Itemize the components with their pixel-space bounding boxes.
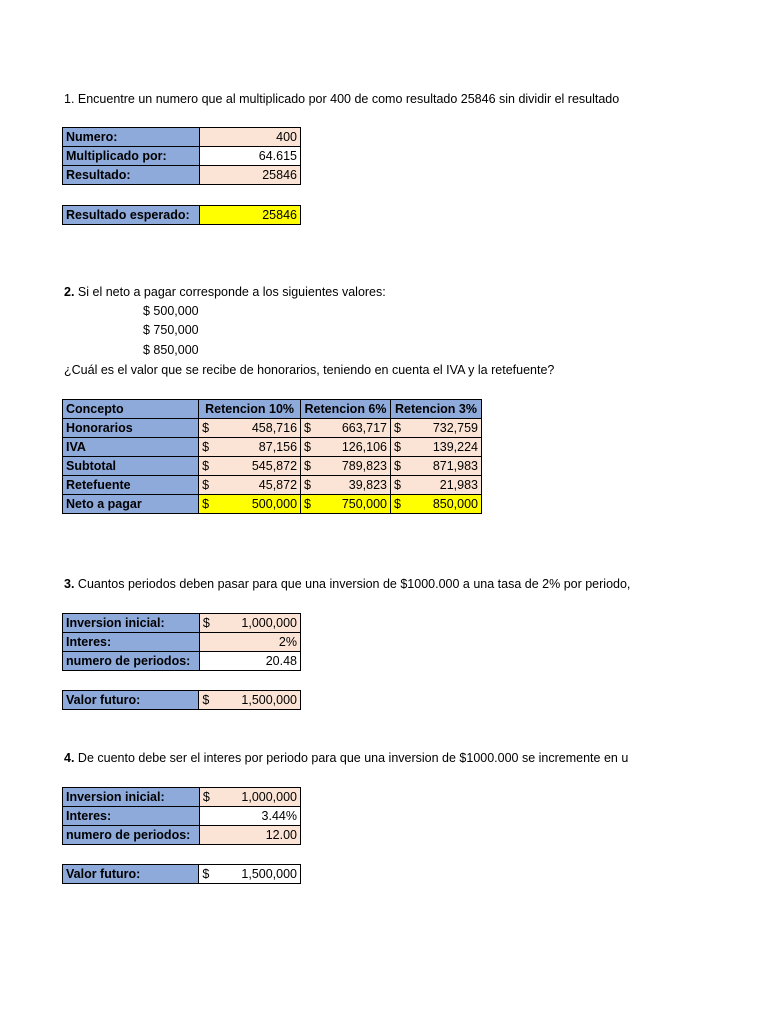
q3-future-table — [62, 690, 301, 710]
table-row — [63, 865, 301, 884]
question-2-number: 2. — [64, 285, 75, 299]
q2-cell[interactable] — [391, 495, 482, 514]
q4-value-futuro[interactable] — [199, 865, 301, 884]
table-header-row — [63, 400, 482, 419]
currency-sign: $ — [202, 497, 210, 511]
cell-value: 1,000,000 — [241, 790, 297, 804]
currency-sign: $ — [202, 867, 210, 881]
q2-header-ret10[interactable]: Retencion 10% — [199, 400, 301, 419]
cell-value: 139,224 — [432, 440, 478, 454]
q2-cell[interactable] — [199, 495, 301, 514]
q1-label-expected[interactable]: Resultado esperado: — [63, 206, 200, 225]
table-row — [63, 438, 482, 457]
q2-cell[interactable] — [301, 495, 391, 514]
currency-sign: $ — [394, 421, 401, 435]
cell-value: 663,717 — [341, 421, 387, 435]
q2-header-concepto[interactable]: Concepto — [63, 400, 199, 419]
table-row — [63, 495, 482, 514]
q2-header-ret6[interactable]: Retencion 6% — [301, 400, 391, 419]
currency-sign: $ — [202, 790, 210, 804]
question-1-text: 1. Encuentre un numero que al multiplicado por 400 de como resultado 25846 sin dividir el resultado — [64, 92, 620, 106]
q2-value-2: $ 750,000 — [143, 323, 199, 337]
currency-sign: $ — [202, 440, 210, 454]
q2-cell[interactable] — [391, 419, 482, 438]
q2-cell[interactable] — [301, 438, 391, 457]
table-row — [63, 633, 301, 652]
currency-sign: $ — [202, 616, 210, 630]
q1-label-numero[interactable]: Numero: — [63, 128, 200, 147]
q2-cell[interactable] — [199, 438, 301, 457]
q3-label-inversion[interactable]: Inversion inicial: — [63, 614, 200, 633]
q2-cell[interactable] — [391, 438, 482, 457]
q1-value-expected[interactable]: 25846 — [199, 206, 300, 225]
q2-label-subtotal[interactable]: Subtotal — [63, 457, 199, 476]
q4-value-periodos[interactable]: 12.00 — [199, 826, 300, 845]
table-row — [63, 166, 301, 185]
table-row — [63, 206, 301, 225]
currency-sign: $ — [394, 478, 401, 492]
currency-sign: $ — [304, 421, 311, 435]
cell-value: 1,500,000 — [241, 867, 297, 881]
q4-label-periodos[interactable]: numero de periodos: — [63, 826, 200, 845]
q2-cell[interactable] — [301, 457, 391, 476]
cell-value: 45,872 — [258, 478, 298, 492]
q2-cell[interactable] — [199, 476, 301, 495]
table-row — [63, 652, 301, 671]
table-row — [63, 788, 301, 807]
table-row — [63, 419, 482, 438]
q2-label-iva[interactable]: IVA — [63, 438, 199, 457]
q2-value-3: $ 850,000 — [143, 343, 199, 357]
currency-sign: $ — [202, 693, 210, 707]
cell-value: 500,000 — [251, 497, 298, 511]
table-row — [63, 691, 301, 710]
q2-cell[interactable] — [301, 419, 391, 438]
q3-value-periodos[interactable]: 20.48 — [199, 652, 300, 671]
currency-sign: $ — [304, 497, 311, 511]
table-row — [63, 128, 301, 147]
cell-value: 1,000,000 — [241, 616, 297, 630]
q2-value-1: $ 500,000 — [143, 304, 199, 318]
table-row — [63, 614, 301, 633]
q2-header-ret3[interactable]: Retencion 3% — [391, 400, 482, 419]
currency-sign: $ — [202, 478, 210, 492]
q3-table — [62, 613, 301, 671]
q1-value-multiplicado[interactable]: 64.615 — [199, 147, 300, 166]
q4-label-inversion[interactable]: Inversion inicial: — [63, 788, 200, 807]
q3-label-futuro[interactable]: Valor futuro: — [63, 691, 199, 710]
table-row — [63, 807, 301, 826]
currency-sign: $ — [304, 459, 311, 473]
cell-value: 850,000 — [432, 497, 478, 511]
q1-expected-table — [62, 205, 301, 225]
currency-sign: $ — [202, 459, 210, 473]
q4-value-inversion[interactable] — [199, 788, 300, 807]
q2-label-honorarios[interactable]: Honorarios — [63, 419, 199, 438]
cell-value: 1,500,000 — [241, 693, 297, 707]
currency-sign: $ — [304, 478, 311, 492]
q3-label-interes[interactable]: Interes: — [63, 633, 200, 652]
q2-cell[interactable] — [391, 457, 482, 476]
table-row — [63, 147, 301, 166]
q2-cell[interactable] — [301, 476, 391, 495]
currency-sign: $ — [304, 440, 311, 454]
q1-label-resultado[interactable]: Resultado: — [63, 166, 200, 185]
question-4-body: De cuento debe ser el interes por periodo para que una inversion de $1000.000 se incremente en u — [74, 751, 629, 765]
q3-value-inversion[interactable] — [199, 614, 300, 633]
cell-value: 545,872 — [251, 459, 298, 473]
question-3-number: 3. — [64, 577, 75, 591]
q2-table — [62, 399, 482, 514]
question-2-body: Si el neto a pagar corresponde a los siguientes valores: — [74, 285, 386, 299]
q1-value-resultado[interactable]: 25846 — [199, 166, 300, 185]
cell-value: 126,106 — [341, 440, 387, 454]
q2-cell[interactable] — [391, 476, 482, 495]
q4-future-table — [62, 864, 301, 884]
question-4-number: 4. — [64, 751, 75, 765]
question-2-text — [64, 285, 386, 299]
table-row — [63, 457, 482, 476]
table-row — [63, 826, 301, 845]
q2-label-retefuente[interactable]: Retefuente — [63, 476, 199, 495]
cell-value: 39,823 — [348, 478, 387, 492]
q4-label-interes[interactable]: Interes: — [63, 807, 200, 826]
question-2-prompt: ¿Cuál es el valor que se recibe de honorarios, teniendo en cuenta el IVA y la retefuente? — [64, 363, 555, 377]
cell-value: 458,716 — [251, 421, 298, 435]
currency-sign: $ — [394, 440, 401, 454]
q2-cell[interactable] — [199, 419, 301, 438]
q2-cell[interactable] — [199, 457, 301, 476]
q1-label-multiplicado[interactable]: Multiplicado por: — [63, 147, 200, 166]
cell-value: 87,156 — [258, 440, 298, 454]
q4-value-interes[interactable]: 3.44% — [199, 807, 300, 826]
currency-sign: $ — [394, 497, 401, 511]
q3-value-futuro[interactable] — [199, 691, 301, 710]
q4-table — [62, 787, 301, 845]
cell-value: 871,983 — [432, 459, 478, 473]
cell-value: 750,000 — [341, 497, 387, 511]
currency-sign: $ — [394, 459, 401, 473]
currency-sign: $ — [202, 421, 210, 435]
cell-value: 789,823 — [341, 459, 387, 473]
cell-value: 21,983 — [439, 478, 478, 492]
q4-label-futuro[interactable]: Valor futuro: — [63, 865, 199, 884]
question-4-text — [64, 751, 634, 765]
q3-label-periodos[interactable]: numero de periodos: — [63, 652, 200, 671]
cell-value: 732,759 — [432, 421, 478, 435]
q1-table — [62, 127, 301, 185]
table-row — [63, 476, 482, 495]
q2-label-neto[interactable]: Neto a pagar — [63, 495, 199, 514]
q3-value-interes[interactable]: 2% — [199, 633, 300, 652]
question-3-text — [64, 577, 634, 591]
q1-value-numero[interactable]: 400 — [199, 128, 300, 147]
question-3-body: Cuantos periodos deben pasar para que una inversion de $1000.000 a una tasa de 2% por periodo, — [74, 577, 631, 591]
